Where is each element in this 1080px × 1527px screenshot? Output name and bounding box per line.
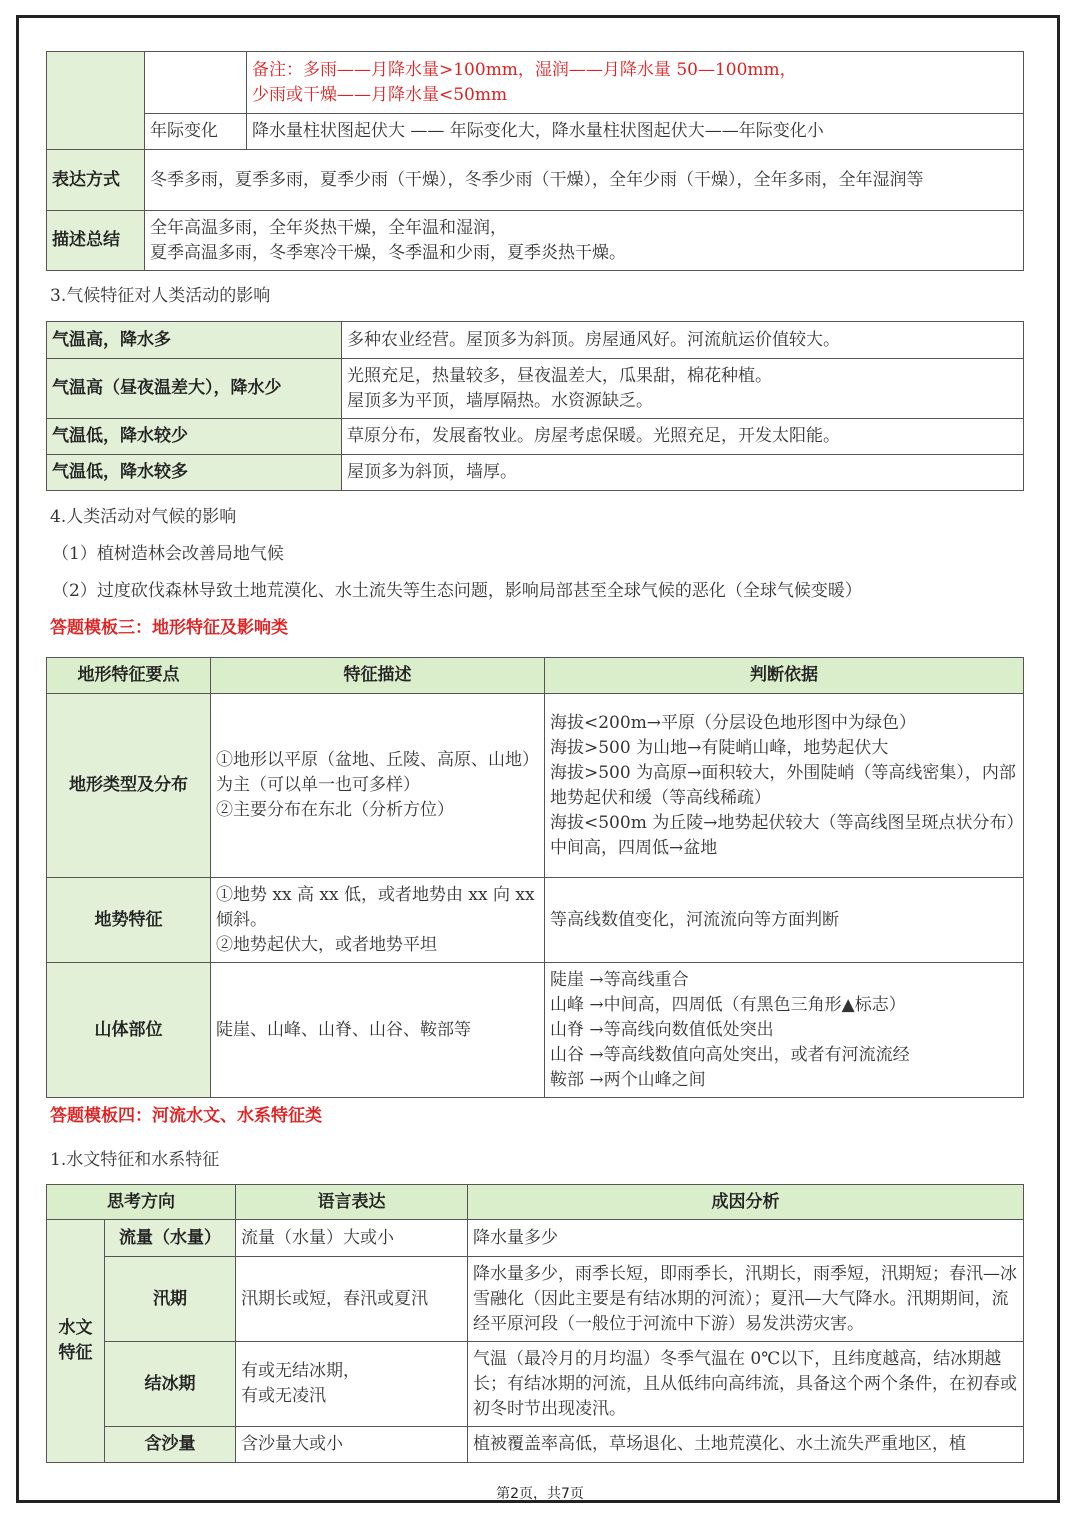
terrain-desc — [211, 963, 545, 1098]
empty-label-cell — [47, 52, 145, 150]
hydro-header: 语言表达 — [236, 1185, 468, 1220]
impact-text: 屋顶多为斜顶，墙厚。 — [342, 455, 1024, 491]
terrain-row-label: 地势特征 — [47, 878, 211, 963]
impact-text: 草原分布，发展畜牧业。房屋考虑保暖。光照充足，开发太阳能。 — [342, 419, 1024, 455]
impact-label: 气温高（昼夜温差大），降水少 — [47, 359, 342, 419]
note-line-2: 少雨或干燥——月降水量<50mm — [252, 84, 508, 105]
terrain-desc-line: ①地势 xx 高 xx 低，或者地势由 xx 向 xx 倾斜。 — [216, 884, 535, 930]
summary-line-2: 夏季高温多雨，冬季寒冷干燥，冬季温和少雨，夏季炎热干燥。 — [150, 242, 626, 263]
hydro-expr-line: 有或无结冰期， — [241, 1361, 360, 1381]
hydro-section-title: 1.水文特征和水系特征 — [50, 1150, 220, 1170]
terrain-basis — [545, 694, 1024, 878]
terrain-desc-line: ②地势起伏大，或者地势平坦 — [216, 934, 437, 955]
interannual-label: 年际变化 — [145, 114, 247, 150]
hydro-expr: 含沙量大或小 — [236, 1427, 468, 1463]
terrain-basis-line: 鞍部 →两个山峰之间 — [550, 1069, 706, 1090]
impact-text — [342, 359, 1024, 419]
hydro-row-label: 结冰期 — [105, 1342, 236, 1427]
hydro-cause: 降水量多少，雨季长短，即雨季长，汛期长，雨季短，汛期短；春汛—冰雪融化（因此主要是有结冰期的河流）；夏汛—大气降水。汛期期间，流经平原河段（一般位于河流中下游）易发洪涝灾害。 — [468, 1257, 1024, 1342]
hydro-cause: 气温（最冷月的月均温）冬季气温在 0℃以下，且纬度越高，结冰期越长；有结冰期的河流，且从低纬向高纬流，具备这个两个条件，在初春或初冬时节出现凌汛。 — [468, 1342, 1024, 1427]
summary-label: 描述总结 — [47, 211, 145, 271]
terrain-desc-line: ②主要分布在东北（分析方位） — [216, 800, 454, 820]
terrain-basis-line: 山峰 →中间高，四周低（有黑色三角形▲标志） — [550, 994, 906, 1015]
hydro-expr-line: 有或无凌汛 — [241, 1386, 326, 1406]
section-3-title: 3.气候特征对人类活动的影响 — [50, 286, 271, 306]
template-4-heading: 答题模板四：河流水文、水系特征类 — [50, 1106, 322, 1126]
hydro-cause: 降水量多少 — [468, 1220, 1024, 1257]
hydro-header: 思考方向 — [47, 1185, 236, 1220]
terrain-desc — [211, 694, 545, 878]
hydro-expr: 流量（水量）大或小 — [236, 1220, 468, 1257]
hydro-expr: 汛期长或短，春汛或夏汛 — [236, 1257, 468, 1342]
hydro-cause: 植被覆盖率高低，草场退化、土地荒漠化、水土流失严重地区，植 — [468, 1427, 1024, 1463]
terrain-header: 地形特征要点 — [47, 658, 211, 694]
hydro-group-label: 水文特征 — [47, 1220, 105, 1463]
terrain-header: 判断依据 — [545, 658, 1024, 694]
note-cell — [247, 52, 1024, 114]
terrain-basis-line: 海拔>500 为高原→面积较大，外围陡峭（等高线密集），内部地势起伏和缓（等高线稀疏） — [550, 762, 1016, 808]
terrain-basis-line: 海拔<500m 为丘陵→地势起伏较大（等高线图呈斑点状分布） — [550, 812, 1024, 833]
terrain-basis-line: 等高线数值变化，河流流向等方面判断 — [550, 909, 839, 930]
terrain-desc — [211, 878, 545, 963]
terrain-header: 特征描述 — [211, 658, 545, 694]
impact-label: 气温低，降水较多 — [47, 455, 342, 491]
terrain-basis-line: 山脊 →等高线向数值低处突出 — [550, 1019, 774, 1040]
expression-text: 冬季多雨，夏季多雨，夏季少雨（干燥），冬季少雨（干燥），全年少雨（干燥），全年多雨，全年湿润等 — [145, 150, 1024, 211]
terrain-basis-line: 山谷 →等高线数值向高处突出，或者有河流流经 — [550, 1044, 910, 1065]
interannual-text: 降水量柱状图起伏大 —— 年际变化大，降水量柱状图起伏大——年际变化小 — [247, 114, 1024, 150]
section-4-item-1: （1）植树造林会改善局地气候 — [52, 544, 284, 564]
impact-table — [46, 321, 1024, 491]
terrain-basis-line: 中间高，四周低→盆地 — [550, 837, 718, 858]
terrain-desc-line: 陡崖、山峰、山脊、山谷、鞍部等 — [216, 1019, 471, 1040]
hydro-table — [46, 1184, 1024, 1463]
hydro-row-label: 汛期 — [105, 1257, 236, 1342]
page-footer: 第2页，共7页 — [496, 1486, 584, 1502]
page-content — [46, 51, 1024, 1463]
summary-text — [145, 211, 1024, 271]
expression-label: 表达方式 — [47, 150, 145, 211]
terrain-row-label: 地形类型及分布 — [47, 694, 211, 878]
terrain-row-label: 山体部位 — [47, 963, 211, 1098]
section-4-title: 4.人类活动对气候的影响 — [50, 507, 237, 527]
hydro-row-label: 流量（水量） — [105, 1220, 236, 1257]
terrain-basis — [545, 878, 1024, 963]
terrain-basis — [545, 963, 1024, 1098]
terrain-basis-line: 海拔<200m→平原（分层设色地形图中为绿色） — [550, 712, 917, 733]
impact-line: 屋顶多为平顶，墙厚隔热。水资源缺乏。 — [347, 390, 653, 411]
impact-line: 光照充足，热量较多，昼夜温差大，瓜果甜，棉花种植。 — [347, 365, 772, 386]
terrain-basis-line: 陡崖 →等高线重合 — [550, 969, 689, 990]
section-4-item-2: （2）过度砍伐森林导致土地荒漠化、水土流失等生态问题，影响局部甚至全球气候的恶化（全球气候变暖） — [52, 581, 862, 601]
template-3-heading: 答题模板三：地形特征及影响类 — [50, 618, 288, 638]
hydro-row-label: 含沙量 — [105, 1427, 236, 1463]
note-line-1: 备注：多雨——月降水量>100mm，湿润——月降水量 50—100mm， — [252, 59, 797, 80]
hydro-expr — [236, 1342, 468, 1427]
terrain-desc-line: ①地形以平原（盆地、丘陵、高原、山地）为主（可以单一也可多样） — [216, 750, 539, 795]
climate-table — [46, 51, 1024, 271]
hydro-header: 成因分析 — [468, 1185, 1024, 1220]
impact-text: 多种农业经营。屋顶多为斜顶。房屋通风好。河流航运价值较大。 — [342, 322, 1024, 359]
empty-cell — [145, 52, 247, 114]
impact-label: 气温低，降水较少 — [47, 419, 342, 455]
terrain-table — [46, 657, 1024, 1098]
terrain-basis-line: 海拔>500 为山地→有陡峭山峰，地势起伏大 — [550, 737, 889, 758]
summary-line-1: 全年高温多雨，全年炎热干燥，全年温和湿润， — [150, 217, 507, 238]
impact-label: 气温高，降水多 — [47, 322, 342, 359]
